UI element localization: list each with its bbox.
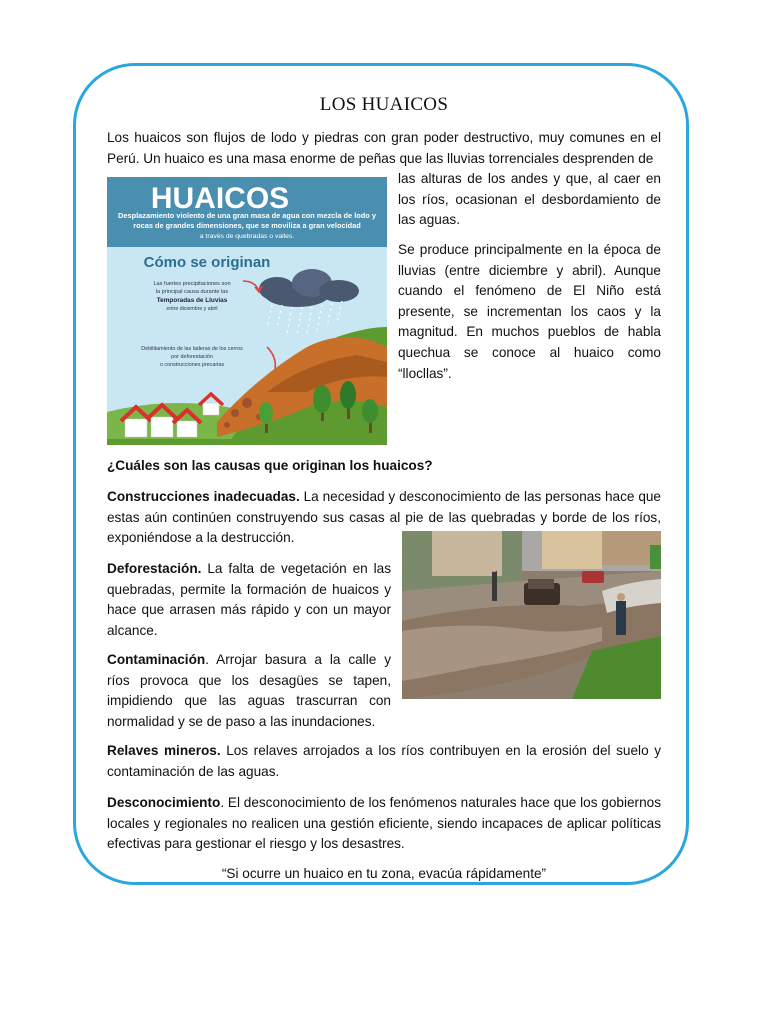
infographic-definition-1: Desplazamiento violento de una gran masa de agua con mezcla de lodo y	[118, 211, 376, 220]
cause-deforestacion	[107, 559, 391, 641]
cause-term: Desconocimiento	[107, 795, 221, 810]
cause-text: La falta de vegetación en las quebradas, permite la formación de huaicos y hace que arrasen más rápido y con un mayor alcance.	[107, 561, 391, 638]
season-paragraph: Se produce principalmente en la época de lluvias (entre diciembre y abril). Aunque cuando el fenómeno de El Niño está presente, se incrementan los caos y la magnitud. En muchos pueblos de habla quechua se conoce al huaico como “llocllas”.	[398, 242, 661, 381]
infographic-definition-3: a través de quebradas o valles.	[199, 233, 295, 240]
cause2-text-3: o construcciones precarias	[159, 362, 225, 368]
cause1-text-4: entre diciembre y abril	[166, 306, 218, 312]
cause-term: Deforestación.	[107, 561, 202, 576]
cause1-text-1: Las fuertes precipitaciones son	[153, 281, 231, 287]
cause1-text-3: Temporadas de Lluvias	[156, 297, 228, 304]
cause-contaminacion	[107, 650, 391, 732]
cause2-text-2: por deforestación	[171, 354, 213, 360]
cause-text: Los relaves arrojados a los ríos contribuyen en la erosión del suelo y contaminación de las aguas.	[107, 743, 661, 779]
cause-term: Contaminación	[107, 652, 206, 667]
cause-text: . Arrojar basura a la calle y ríos provoca que los desagües se tapen, impidiendo que las aguas trascurran con normalidad y se de paso a las inundaciones.	[107, 652, 391, 729]
intro-paragraph: Los huaicos son flujos de lodo y piedras con gran poder destructivo, muy comunes en el Perú. Un huaico es una masa enorme de peñas que las lluvias torrenciales desprenden de	[107, 130, 661, 166]
cause1-text-2: la principal causa durante las	[155, 289, 229, 295]
infographic-definition-2: rocas de grandes dimensiones, que se moviliza a gran velocidad	[133, 221, 361, 230]
cause-term: Construcciones inadecuadas.	[107, 489, 300, 504]
page-title: LOS HUAICOS	[319, 94, 449, 115]
cause-text: La necesidad y desconocimiento de las personas hace que estas aún continúen construyendo sus casas al pie de las quebradas y borde de los ríos, exponiéndose a la destrucción.	[107, 489, 661, 546]
cause-desconocimiento	[107, 793, 661, 855]
intro-continuation: las alturas de los andes y que, al caer en los ríos, ocasionan el desbordamiento de las aguas.	[398, 171, 661, 228]
huaico-street-photo	[402, 531, 661, 699]
cause-text: . El desconocimiento de los fenómenos naturales hace que los gobiernos locales y regionales no realicen una gestión eficiente, siendo incapaces de aplicar políticas efectivas para gestionar el riesgo y los desastres.	[107, 795, 661, 852]
huaicos-infographic	[107, 177, 387, 445]
infographic-subheading: Cómo se originan	[143, 254, 271, 271]
closing-quote: “Si ocurre un huaico en tu zona, evacúa rápidamente”	[221, 866, 547, 881]
cause-relaves	[107, 741, 661, 782]
cause2-text-1: Debilitamiento de las laderas de los cerros	[141, 346, 243, 352]
infographic-heading: HUAICOS	[150, 182, 290, 215]
cause-term: Relaves mineros.	[107, 743, 221, 758]
causes-heading: ¿Cuáles son las causas que originan los huaicos?	[107, 458, 433, 473]
